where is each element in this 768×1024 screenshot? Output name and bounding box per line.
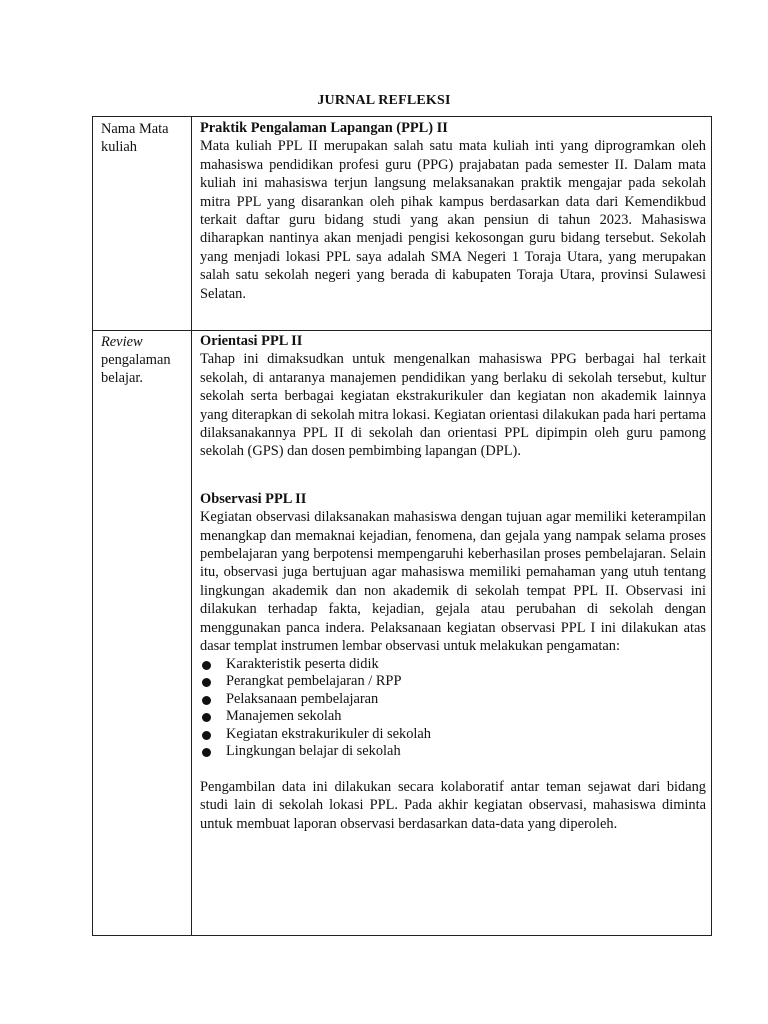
orientation-heading: Orientasi PPL II <box>200 333 303 349</box>
review-label-italic: Review <box>101 334 143 350</box>
list-item: Lingkungan belajar di sekolah <box>200 743 706 761</box>
course-description: Mata kuliah PPL II merupakan salah satu mata kuliah inti yang diprogramkan oleh mahasiswa pendidikan profesi guru (PPG) prajabatan pada semester II. Dalam mata kuliah ini mahasiswa terjun langsung melaksanakan praktik mengajar pada sekolah mitra PPL yang disarankan oleh pihak kampus berdasarkan data dari Kemendikbud terkait daftar guru bidang studi yang akan pensiun di tahun 2023. Mahasiswa diharapkan nantinya akan menjadi pengisi kekosongan guru bidang tersebut. Sekolah yang menjadi lokasi PPL saya adalah SMA Negeri 1 Toraja Utara, yang merupakan salah satu sekolah negeri yang berada di kabupaten Toraja Utara, provinsi Sulawesi Selatan. <box>200 138 706 302</box>
course-heading: Praktik Pengalaman Lapangan (PPL) II <box>200 120 448 136</box>
bullet-icon <box>202 696 211 705</box>
row-label-course-name: Nama Mata kuliah <box>101 121 169 155</box>
column-divider <box>191 117 192 935</box>
course-description-cell <box>200 119 706 303</box>
list-item: Perangkat pembelajaran / RPP <box>200 673 706 691</box>
orientation-text: Tahap ini dimaksudkan untuk mengenalkan mahasiswa PPG berbagai hal terkait sekolah, di antaranya manajemen pendidikan yang berlaku di sekolah tersebut, kultur sekolah serta berbagai kegiatan ekstrakurikuler dan kegiatan non akademik lainnya yang diterapkan di sekolah mitra lokasi. Kegiatan orientasi dilakukan pada hari pertama dilaksanakannya PPL II di sekolah dan orientasi PPL dipimpin oleh guru pamong sekolah (GPS) dan dosen pembimbing lapangan (DPL). <box>200 351 706 460</box>
row-label-review <box>101 333 187 387</box>
list-item: Pelaksanaan pembelajaran <box>200 691 706 709</box>
list-item: Manajemen sekolah <box>200 708 706 726</box>
row-divider <box>93 330 711 331</box>
bullet-icon <box>202 678 211 687</box>
observation-list <box>200 656 706 762</box>
bullet-icon <box>202 731 211 740</box>
list-item: Kegiatan ekstrakurikuler di sekolah <box>200 726 706 744</box>
closing-text: Pengambilan data ini dilakukan secara kolaboratif antar teman sejawat dari bidang studi lain di sekolah lokasi PPL. Pada akhir kegiatan observasi, mahasiswa diminta untuk membuat laporan observasi berdasarkan data-data yang diperoleh. <box>200 779 706 832</box>
reflection-table <box>92 116 712 936</box>
observation-text: Kegiatan observasi dilaksanakan mahasiswa dengan tujuan agar memiliki keterampilan menangkap dan memaknai kejadian, fenomena, dan gejala yang nampak selama proses pembelajaran yang berpotensi mempengaruhi keberhasilan proses pembelajaran. Selain itu, observasi juga bertujuan agar mahasiswa memiliki pemahaman yang utuh tentang lingkungan akademik dan non akademik di sekolah tempat PPL II. Observasi ini dilakukan terhadap fakta, kejadian, gejala atau perubahan di sekolah dengan menggunakan panca indera. Pelaksanaan kegiatan observasi PPL I ini dilakukan atas dasar templat instrumen lembar observasi untuk melakukan pengamatan: <box>200 509 706 655</box>
document-title: JURNAL REFLEKSI <box>317 93 451 108</box>
review-content-cell <box>200 332 706 833</box>
bullet-icon <box>202 748 211 757</box>
bullet-icon <box>202 661 211 670</box>
observation-heading: Observasi PPL II <box>200 490 307 507</box>
list-item: Karakteristik peserta didik <box>200 656 706 674</box>
bullet-icon <box>202 713 211 722</box>
review-label-rest: pengalaman belajar. <box>101 352 171 386</box>
